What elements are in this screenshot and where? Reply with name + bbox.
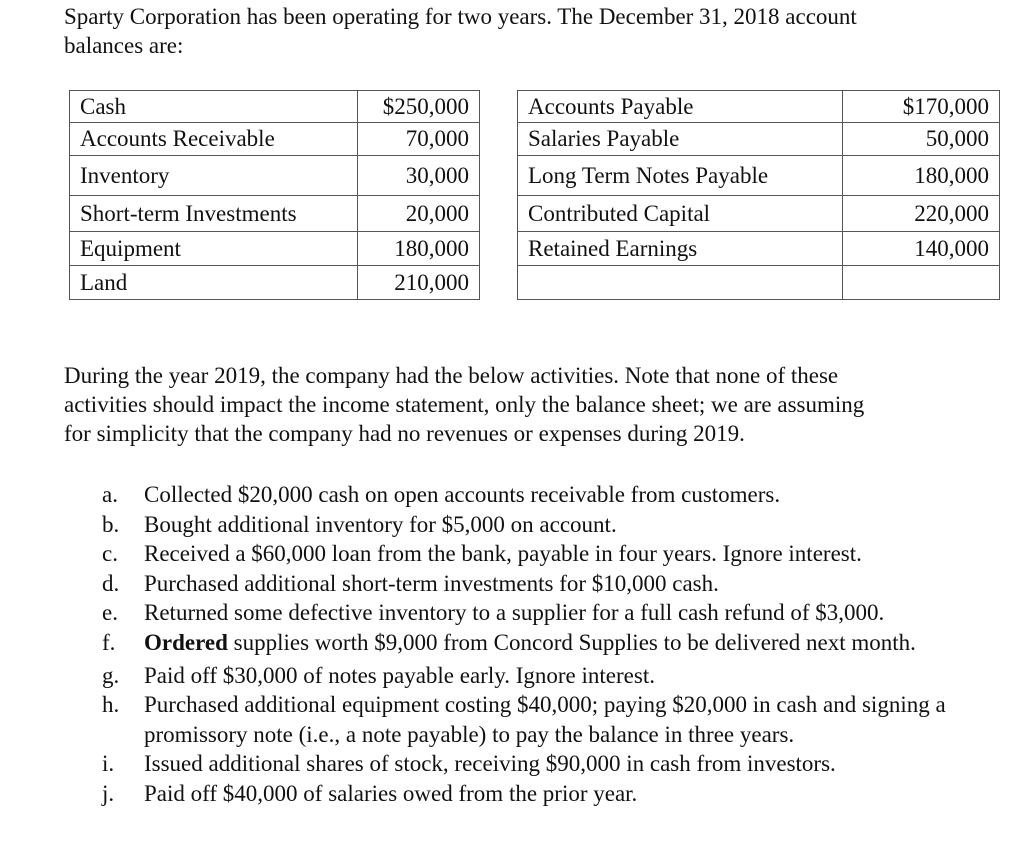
list-item [96,510,996,540]
account-amount: 30,000 [358,156,480,196]
item-letter: e. [102,600,118,626]
list-item [96,661,996,691]
account-amount: $170,000 [843,91,1000,123]
account-label: Accounts Receivable [70,123,358,156]
account-amount: $250,000 [358,91,480,123]
account-label: Accounts Payable [518,91,843,123]
account-amount: 50,000 [843,123,1000,156]
item-letter: i. [102,751,115,777]
item-text: Returned some defective inventory to a supplier for a full cash refund of $3,000. [144,600,885,626]
activities-intro-line-3: for simplicity that the company had no revenues or expenses during 2019. [64,421,745,446]
account-label: Salaries Payable [518,123,843,156]
item-letter: g. [102,662,120,688]
account-label: Inventory [70,156,358,196]
table-row [518,266,1000,300]
table-row [70,232,480,266]
table-row [70,266,480,300]
table-row [70,91,480,123]
account-label: Equipment [70,232,358,266]
item-text: Paid off $30,000 of notes payable early. Ignore interest. [144,662,655,688]
account-label [518,266,843,300]
table-row [70,156,480,196]
list-item [96,539,996,569]
account-amount: 140,000 [843,232,1000,266]
account-amount: 20,000 [358,196,480,232]
account-label: Retained Earnings [518,232,843,266]
list-item [96,628,996,658]
table-row [518,196,1000,232]
item-letter: f. [102,629,116,655]
account-amount: 220,000 [843,196,1000,232]
account-amount: 180,000 [843,156,1000,196]
activities-intro-line-2: activities should impact the income statement, only the balance sheet; we are assuming [64,392,865,417]
activities-intro-line-1: During the year 2019, the company had the below activities. Note that none of these [64,363,839,388]
item-text: Bought additional inventory for $5,000 on account. [144,511,617,537]
account-label: Contributed Capital [518,196,843,232]
list-item [96,569,996,599]
item-bold-text: Ordered [144,629,228,655]
item-letter: c. [102,541,118,567]
account-amount: 210,000 [358,266,480,300]
item-letter: d. [102,570,120,596]
item-text: Collected $20,000 cash on open accounts receivable from customers. [144,482,781,507]
account-label: Long Term Notes Payable [518,156,843,196]
table-row [518,232,1000,266]
item-letter: j. [102,780,115,806]
activity-list [96,480,996,809]
item-text: Issued additional shares of stock, receiving $90,000 in cash from investors. [144,751,836,777]
assets-balance-table [69,90,480,300]
table-row [518,91,1000,123]
item-text: supplies worth $9,000 from Concord Supplies to be delivered next month. [227,629,916,655]
account-amount: 70,000 [358,123,480,156]
item-text: Received a $60,000 loan from the bank, payable in four years. Ignore interest. [144,541,862,567]
list-item [96,779,996,809]
account-amount: 180,000 [358,232,480,266]
item-letter: h. [102,692,120,718]
list-item [96,480,996,510]
item-text: Paid off $40,000 of salaries owed from the prior year. [144,780,638,806]
account-amount [843,266,1000,300]
list-item [96,749,996,779]
intro-paragraph [64,2,1004,60]
account-label: Land [70,266,358,300]
table-row [518,156,1000,196]
intro-line-2: balances are: [64,33,184,58]
list-item [96,690,996,749]
item-text: Purchased additional equipment costing $40,000; paying $20,000 in cash and signing a promissory note (i.e., a note payable) to pay the balance in three years. [144,692,946,747]
activities-intro-paragraph [64,361,1009,448]
table-row [70,123,480,156]
item-text: Purchased additional short-term investments for $10,000 cash. [144,570,719,596]
intro-line-1: Sparty Corporation has been operating for two years. The December 31, 2018 account [64,4,857,29]
liabilities-equity-balance-table [517,90,1000,300]
account-label: Short-term Investments [70,196,358,232]
item-letter: b. [102,511,120,537]
account-label: Cash [70,91,358,123]
item-letter: a. [102,482,118,507]
table-row [518,123,1000,156]
list-item [96,598,996,628]
table-row [70,196,480,232]
